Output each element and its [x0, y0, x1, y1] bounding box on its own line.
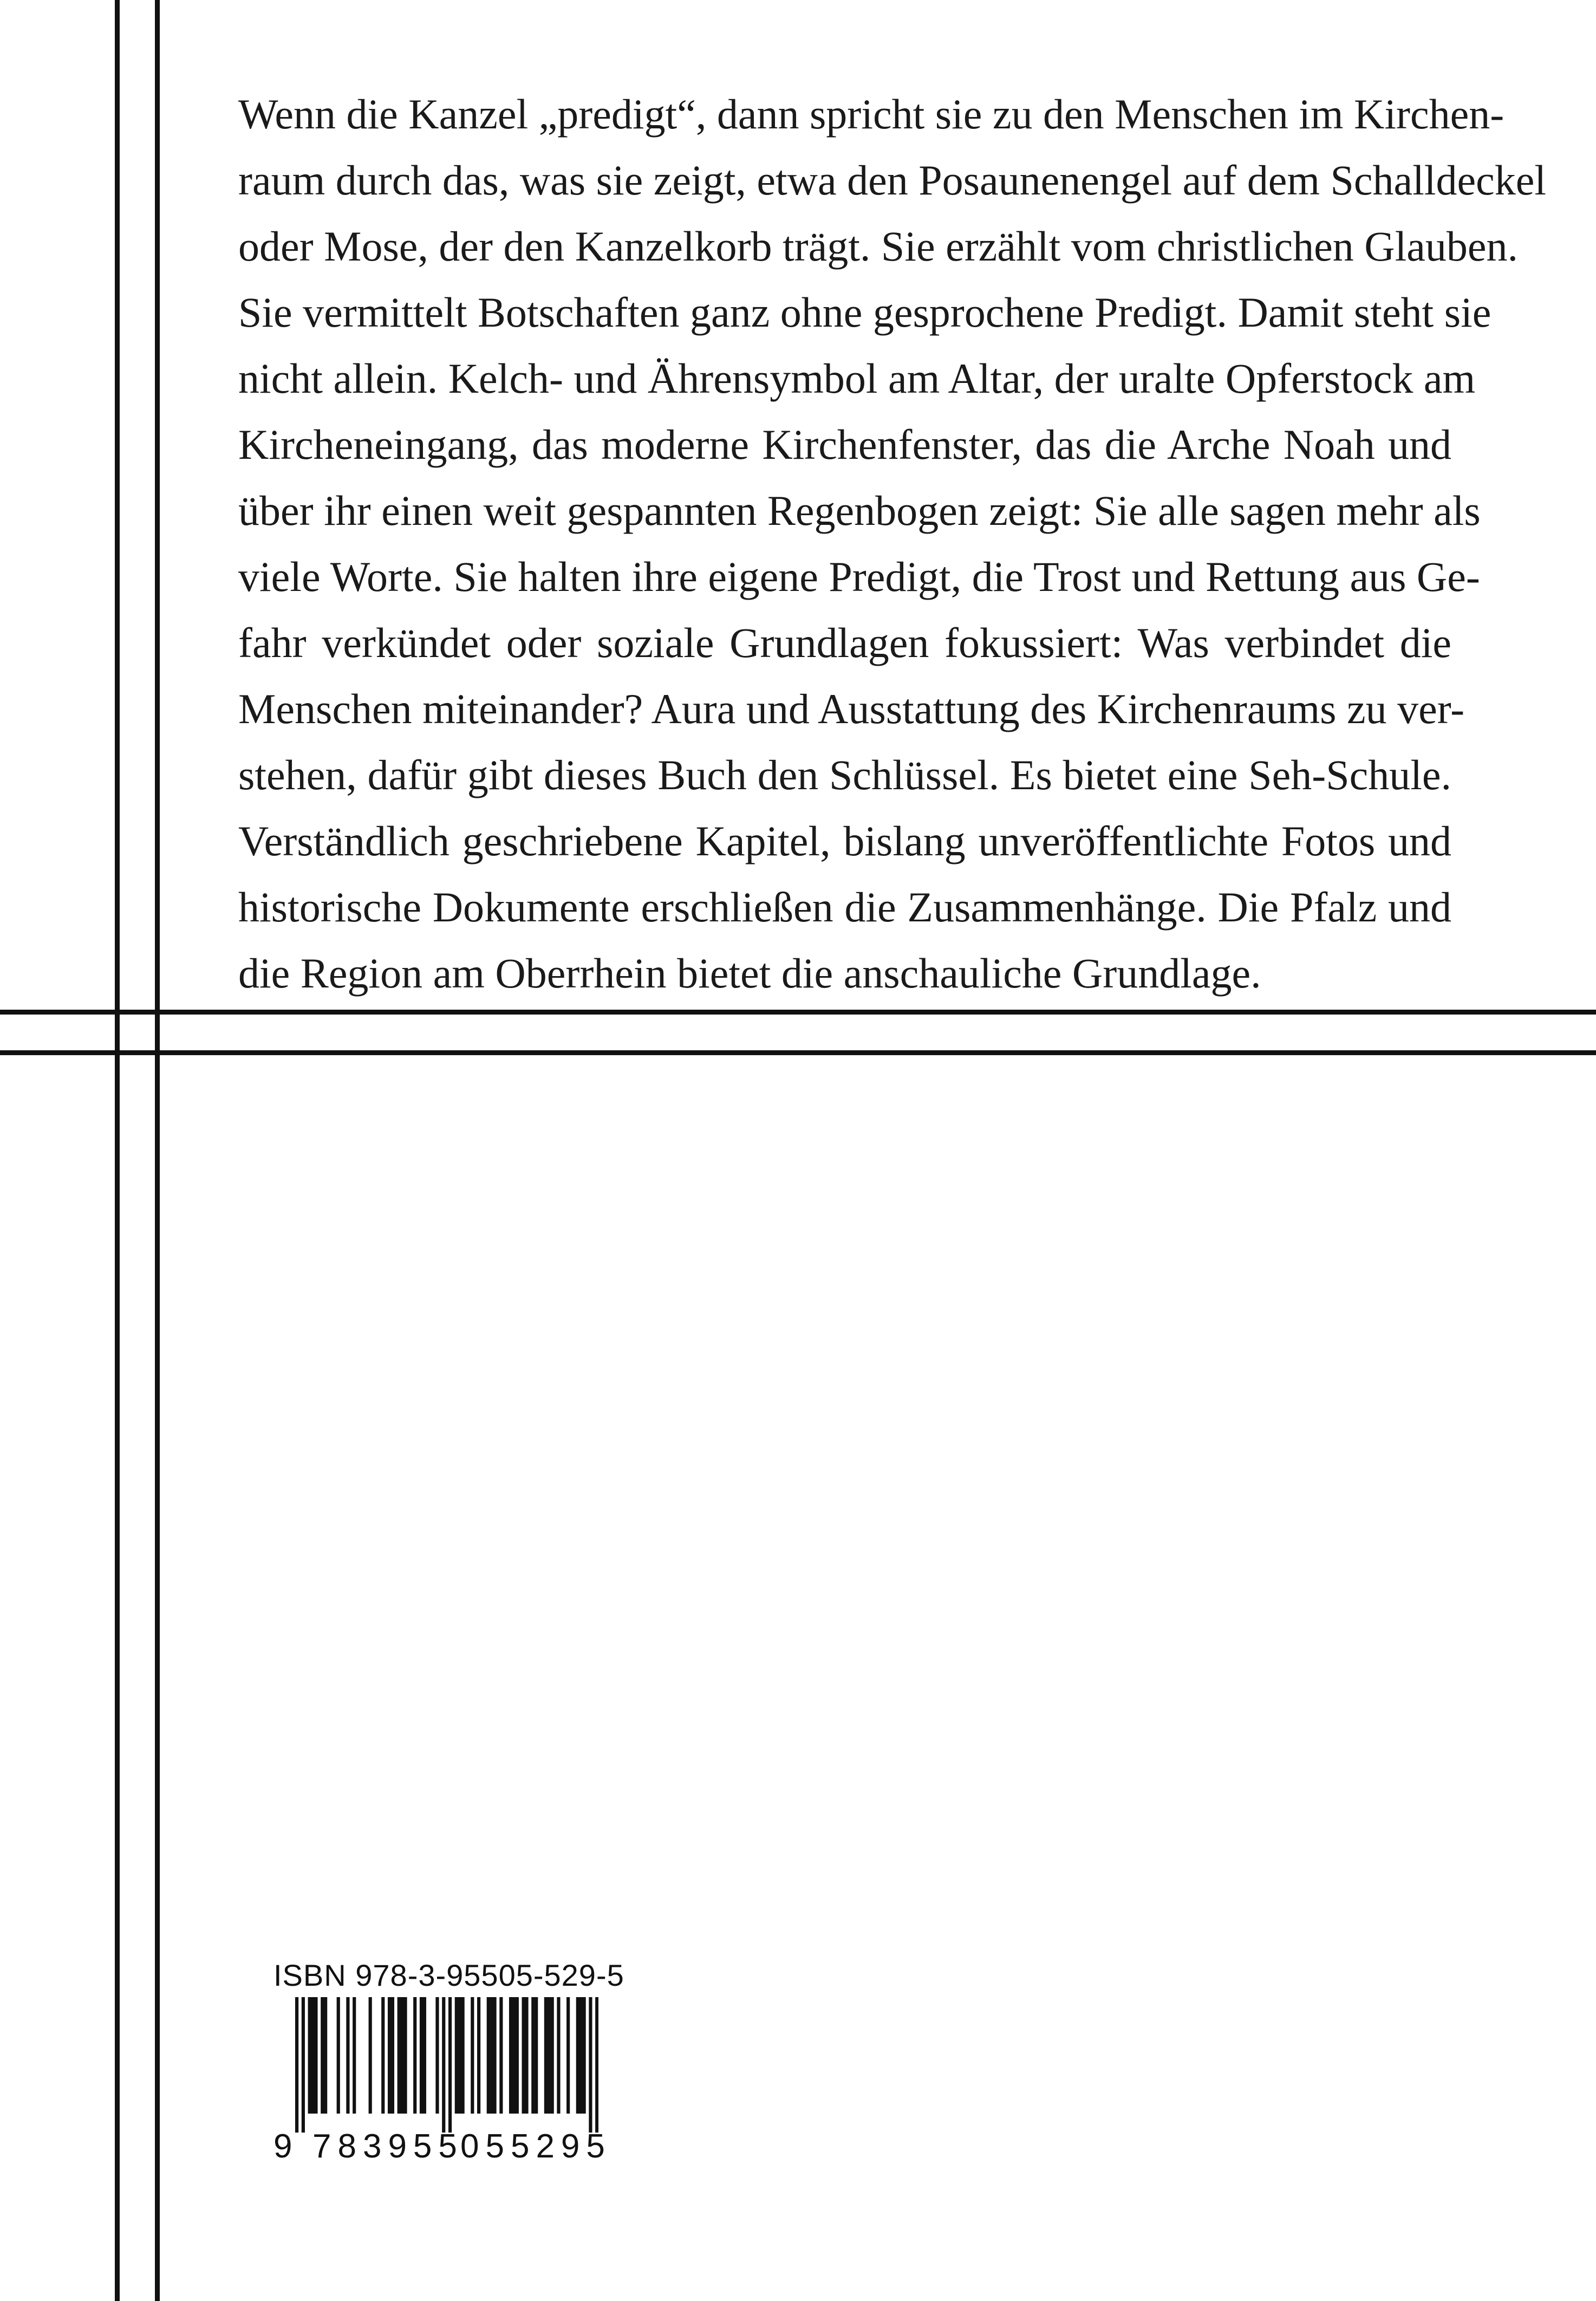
horizontal-rule-top [0, 1010, 1596, 1015]
barcode-bar [337, 1997, 340, 2114]
barcode-bar [579, 1997, 583, 2114]
barcode-left-group: 783955 [312, 2128, 464, 2165]
barcode-bar [321, 1997, 324, 2114]
blurb-line: über ihr einen weit gespannten Regenbogen zeigt: Sie alle sagen mehr als [238, 487, 1481, 534]
barcode-bar [471, 1997, 474, 2114]
blurb-line: nicht allein. Kelch- und Ährensymbol am Altar, der uralte Opferstock am [238, 355, 1476, 402]
barcode-bar [398, 1997, 401, 2114]
blurb-line: viele Worte. Sie halten ihre eigene Predigt, die Trost und Rettung aus Ge- [238, 553, 1480, 600]
horizontal-rule-bottom [0, 1050, 1596, 1055]
barcode-bar [448, 1997, 452, 2133]
barcode-bar [589, 1997, 592, 2133]
barcode-bar [551, 1997, 554, 2114]
blurb-line: Wenn die Kanzel „predigt“, dann spricht sie zu den Menschen im Kirchen- [238, 90, 1504, 138]
barcode-bar [458, 1997, 461, 2114]
barcode-bar [461, 1997, 465, 2114]
blurb-line: raum durch das, was sie zeigt, etwa den Posaunenengel auf dem Schalldeckel [238, 157, 1546, 204]
barcode-bar [420, 1997, 423, 2114]
barcode-bar [535, 1997, 538, 2114]
barcode-bar [391, 1997, 394, 2114]
barcode-bar [311, 1997, 314, 2114]
barcode-bar [381, 1997, 385, 2114]
blurb-line: Verständlich geschriebene Kapitel, bislang unveröffentlichte Fotos und [238, 817, 1451, 864]
barcode-bar [487, 1997, 490, 2114]
blurb-line: stehen, dafür gibt dieses Buch den Schlüssel. Es bietet eine Seh-Schule. [238, 751, 1451, 798]
barcode-bar [544, 1997, 548, 2114]
barcode-bar [423, 1997, 426, 2114]
blurb-line: Sie vermittelt Botschaften ganz ohne gesprochene Predigt. Damit steht sie [238, 289, 1491, 336]
barcode-bar [499, 1997, 503, 2114]
barcode-bar [516, 1997, 519, 2114]
barcode-bar [403, 1997, 407, 2114]
isbn-label: ISBN 978-3-95505-529-5 [273, 1958, 624, 1992]
barcode-bar [346, 1997, 349, 2114]
blurb-line: Menschen miteinander? Aura und Ausstattung des Kirchenraums zu ver- [238, 685, 1465, 732]
barcode-bar [522, 1997, 525, 2114]
blurb-line: oder Mose, der den Kanzelkorb trägt. Sie erzählt vom christlichen Glauben. [238, 223, 1519, 270]
barcode-digits [273, 2128, 615, 2170]
back-cover-blurb [238, 81, 1546, 1006]
barcode-bar [302, 1997, 305, 2133]
blurb-line: die Region am Oberrhein bietet die anschauliche Grundlage. [238, 950, 1261, 997]
barcode-bar [583, 1997, 586, 2114]
barcode-bar [548, 1997, 551, 2114]
barcode-bar [576, 1997, 579, 2114]
barcode-bar [490, 1997, 493, 2114]
barcode-bar [557, 1997, 560, 2114]
barcode-bar [353, 1997, 356, 2114]
barcode [295, 1997, 598, 2133]
blurb-line: Kircheneingang, das moderne Kirchenfenster, das die Arche Noah und [238, 421, 1451, 468]
barcode-bar [413, 1997, 416, 2114]
barcode-bar [595, 1997, 598, 2133]
blurb-line: fahr verkündet oder soziale Grundlagen fokussiert: Was verbindet die [238, 619, 1451, 666]
barcode-bar [512, 1997, 516, 2114]
barcode-bar [324, 1997, 327, 2114]
barcode-bar [388, 1997, 391, 2114]
barcode-bar [493, 1997, 496, 2114]
isbn-barcode-block [273, 1958, 624, 2170]
barcode-bar [455, 1997, 458, 2114]
barcode-bar [295, 1997, 298, 2133]
barcode-bar [442, 1997, 445, 2133]
barcode-bar [509, 1997, 512, 2114]
barcode-lead-digit: 9 [273, 2128, 292, 2165]
barcode-bar [566, 1997, 570, 2114]
vertical-rule-left [115, 0, 120, 2301]
barcode-right-group: 055295 [460, 2128, 611, 2165]
barcode-bar [314, 1997, 317, 2114]
barcode-bar [435, 1997, 439, 2114]
barcode-bar [531, 1997, 535, 2114]
vertical-rule-right [155, 0, 160, 2301]
blurb-line: historische Dokumente erschließen die Zusammenhänge. Die Pfalz und [238, 883, 1451, 931]
barcode-bar [477, 1997, 480, 2114]
barcode-bar [369, 1997, 372, 2114]
barcode-bar [525, 1997, 528, 2114]
barcode-bar [401, 1997, 404, 2114]
barcode-bar [308, 1997, 311, 2114]
